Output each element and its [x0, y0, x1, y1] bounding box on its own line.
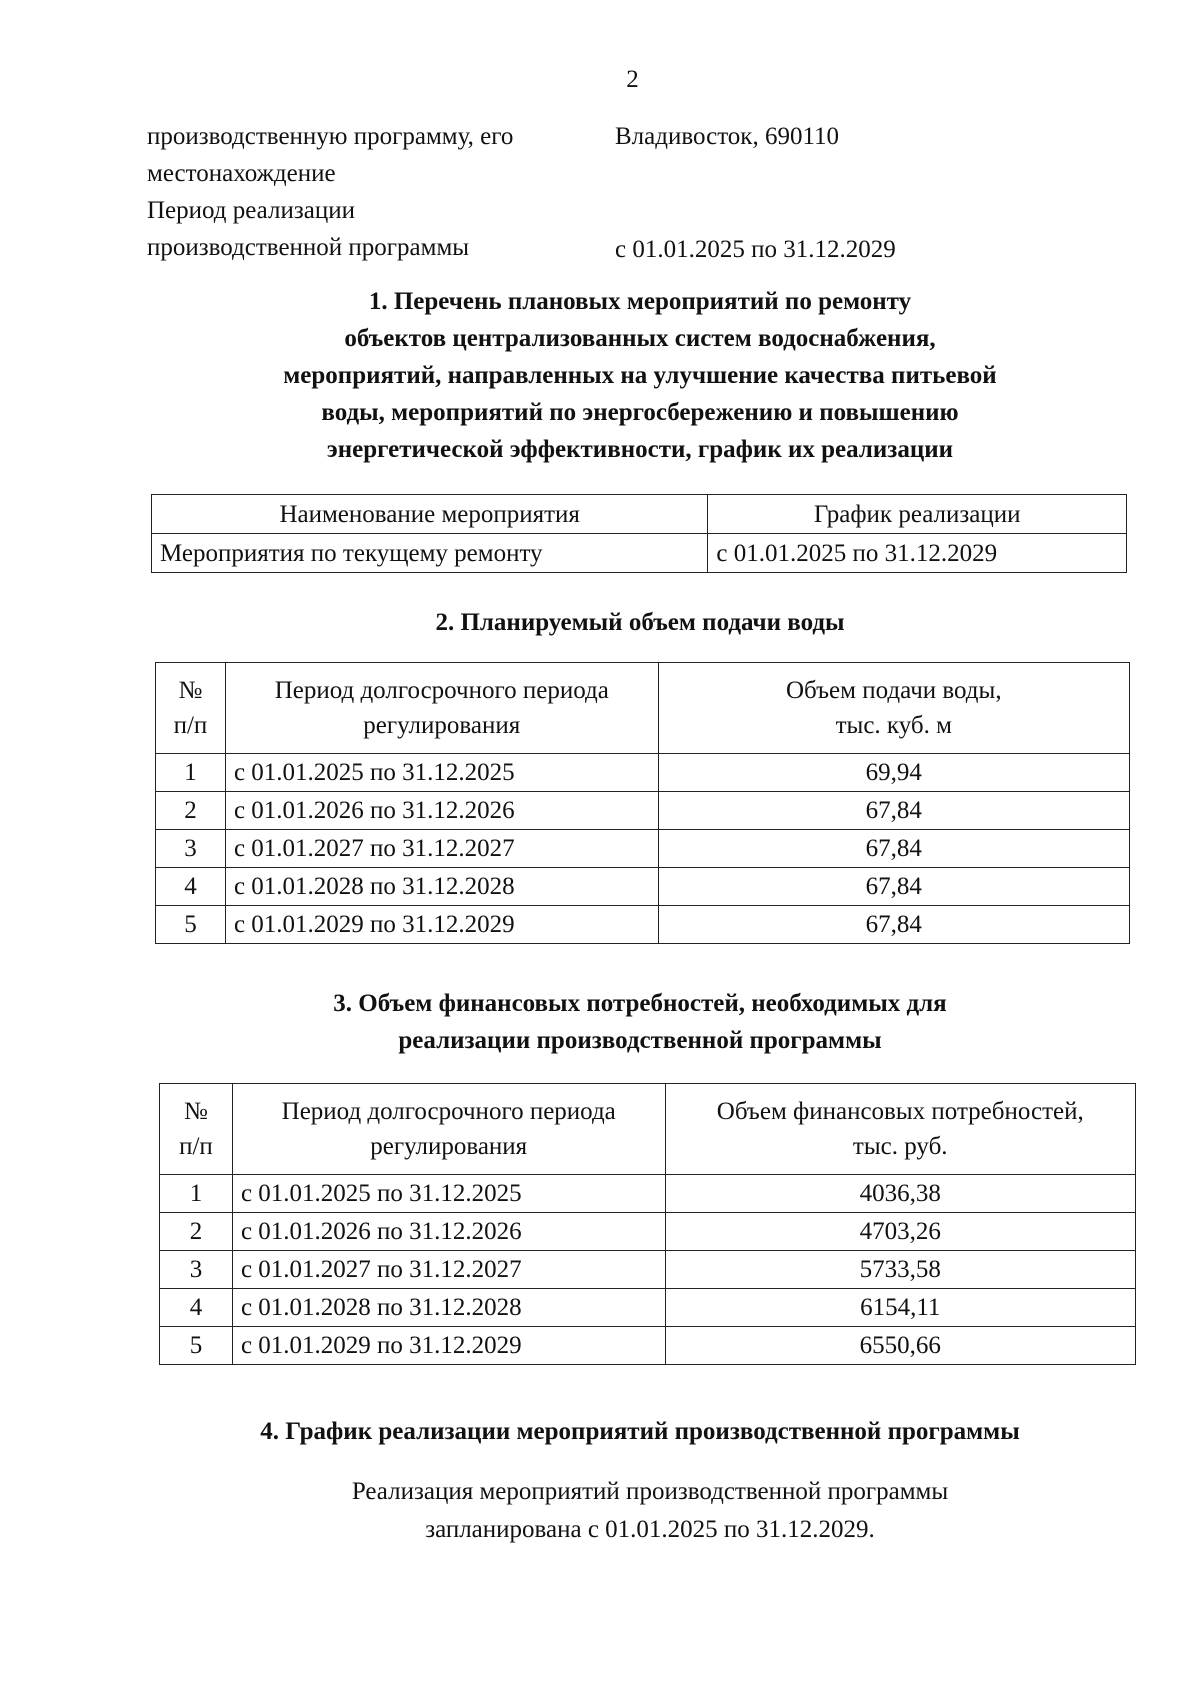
header-line: Период долгосрочного периода — [274, 677, 609, 704]
value-cell: 67,84 — [658, 868, 1129, 906]
table-cell: с 01.01.2025 по 31.12.2029 — [708, 534, 1127, 573]
row-number: 2 — [160, 1213, 233, 1251]
section2-heading: 2. Планируемый объем подачи воды — [435, 609, 845, 636]
period-cell: с 01.01.2028 по 31.12.2028 — [232, 1289, 665, 1327]
header-line: Объем финансовых потребностей, — [716, 1098, 1084, 1125]
info-label: местонахождение — [147, 160, 336, 187]
section4-heading: 4. График реализации мероприятий производственной программы — [260, 1418, 1020, 1445]
table-row — [160, 1213, 1136, 1251]
value-cell: 4703,26 — [665, 1213, 1136, 1251]
info-value — [615, 155, 1067, 192]
value-cell: 6154,11 — [665, 1289, 1136, 1327]
row-number: 5 — [160, 1327, 233, 1365]
row-number: 1 — [156, 754, 226, 792]
column-header: Наименование мероприятия — [152, 495, 708, 534]
column-header — [225, 663, 658, 754]
financial-needs-table — [159, 1083, 1136, 1365]
header-line: № — [184, 1098, 208, 1125]
column-header — [665, 1084, 1136, 1175]
column-header — [658, 663, 1129, 754]
row-number: 4 — [156, 868, 226, 906]
header-line: тыс. куб. м — [835, 712, 952, 739]
table-cell: Мероприятия по текущему ремонту — [152, 534, 708, 573]
header-line: п/п — [173, 712, 208, 739]
table-row — [156, 792, 1130, 830]
column-header: График реализации — [708, 495, 1127, 534]
header-line: п/п — [179, 1133, 213, 1160]
info-row — [147, 192, 1067, 229]
table-header-row — [152, 495, 1127, 534]
value-cell: 67,84 — [658, 792, 1129, 830]
maintenance-table — [151, 494, 1127, 573]
heading-line: 3. Объем финансовых потребностей, необходимых для — [333, 990, 947, 1017]
row-number: 4 — [160, 1289, 233, 1327]
column-header — [156, 663, 226, 754]
value-cell: 4036,38 — [665, 1175, 1136, 1213]
section1-heading — [140, 283, 1140, 468]
period-cell: с 01.01.2029 по 31.12.2029 — [232, 1327, 665, 1365]
table-row — [156, 868, 1130, 906]
section4-text — [140, 1473, 1160, 1549]
table-row — [156, 754, 1130, 792]
header-line: регулирования — [363, 712, 521, 739]
page-number: 2 — [626, 66, 639, 93]
table-row — [160, 1289, 1136, 1327]
row-number: 5 — [156, 906, 226, 944]
info-row — [147, 229, 1067, 268]
value-cell: 67,84 — [658, 906, 1129, 944]
period-cell: с 01.01.2026 по 31.12.2026 — [232, 1213, 665, 1251]
row-number: 3 — [160, 1251, 233, 1289]
program-info — [147, 118, 1067, 268]
table-row — [156, 906, 1130, 944]
heading-line: 1. Перечень плановых мероприятий по ремонту — [368, 288, 912, 315]
heading-line: воды, мероприятий по энергосбережению и повышению — [321, 399, 959, 426]
heading-line: объектов централизованных систем водоснабжения, — [344, 325, 936, 352]
header-line: Объем подачи воды, — [785, 677, 1002, 704]
period-cell: с 01.01.2025 по 31.12.2025 — [225, 754, 658, 792]
value-cell: 5733,58 — [665, 1251, 1136, 1289]
info-label: производственную программу, его — [147, 123, 514, 150]
period-cell: с 01.01.2027 по 31.12.2027 — [225, 830, 658, 868]
period-cell: с 01.01.2028 по 31.12.2028 — [225, 868, 658, 906]
heading-line: энергетической эффективности, график их реализации — [326, 436, 954, 463]
info-label: Период реализации — [147, 197, 355, 224]
heading-line: реализации производственной программы — [398, 1027, 882, 1054]
column-header — [232, 1084, 665, 1175]
table-header-row — [160, 1084, 1136, 1175]
header-line: регулирования — [370, 1133, 528, 1160]
table-header-row — [156, 663, 1130, 754]
table-row — [160, 1327, 1136, 1365]
table-row — [160, 1251, 1136, 1289]
text-line: запланирована с 01.01.2025 по 31.12.2029. — [425, 1516, 875, 1543]
section3-heading — [140, 985, 1140, 1059]
water-volume-table — [155, 662, 1130, 944]
period-cell: с 01.01.2029 по 31.12.2029 — [225, 906, 658, 944]
info-value: с 01.01.2025 по 31.12.2029 — [615, 236, 896, 263]
table-row — [156, 830, 1130, 868]
value-cell: 6550,66 — [665, 1327, 1136, 1365]
header-line: тыс. руб. — [852, 1133, 948, 1160]
info-row — [147, 155, 1067, 192]
info-row — [147, 118, 1067, 155]
period-cell: с 01.01.2027 по 31.12.2027 — [232, 1251, 665, 1289]
row-number: 3 — [156, 830, 226, 868]
header-line: № — [178, 677, 203, 704]
text-line: Реализация мероприятий производственной программы — [351, 1478, 949, 1505]
value-cell: 67,84 — [658, 830, 1129, 868]
value-cell: 69,94 — [658, 754, 1129, 792]
period-cell: с 01.01.2025 по 31.12.2025 — [232, 1175, 665, 1213]
column-header — [160, 1084, 233, 1175]
row-number: 2 — [156, 792, 226, 830]
info-label: производственной программы — [147, 234, 470, 261]
table-row — [152, 534, 1127, 573]
heading-line: мероприятий, направленных на улучшение качества питьевой — [283, 362, 997, 389]
header-line: Период долгосрочного периода — [281, 1098, 616, 1125]
row-number: 1 — [160, 1175, 233, 1213]
info-value — [615, 192, 1067, 229]
period-cell: с 01.01.2026 по 31.12.2026 — [225, 792, 658, 830]
info-value: Владивосток, 690110 — [615, 123, 840, 150]
table-row — [160, 1175, 1136, 1213]
